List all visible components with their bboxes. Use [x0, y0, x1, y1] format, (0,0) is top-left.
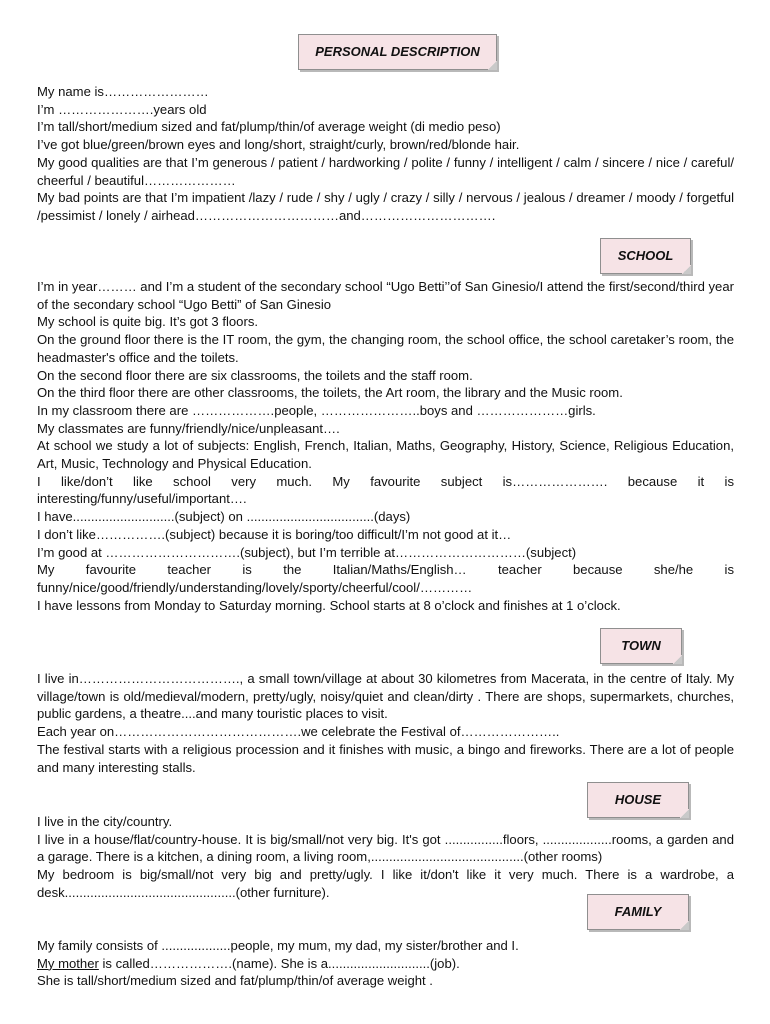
mother-label: My mother — [37, 955, 99, 971]
house-heading: HOUSE — [587, 782, 689, 818]
subjects-line: At school we study a lot of subjects: English, French, Italian, Maths, Geography, History, Science, Religious Education, Art, Music, Technology and Physical Education. — [37, 438, 734, 472]
build-line: I’m tall/short/medium sized and fat/plump/thin/of average weight (di medio peso) — [37, 119, 501, 135]
have-subject-line: I have............................(subject) on ...................................(days) — [37, 509, 411, 525]
second-floor-line: On the second floor there are six classrooms, the toilets and the staff room. — [37, 367, 473, 383]
town-heading: TOWN — [600, 628, 682, 664]
city-country-line: I live in the city/country. — [37, 814, 173, 829]
town-description-line: I live in………………………………., a small town/village at about 30 kilometres from Macerata, in the centre of Italy. My village/town is old/medieval/modern, pretty/ugly, noisy/quiet and clean/dirty . There are shops, supermarkets, churches, public gardens, a theatre....and many touristic places to visit. — [37, 671, 734, 722]
lessons-line: I have lessons from Monday to Saturday morning. School starts at 8 o’clock and finishes at 1 o’clock. — [37, 597, 621, 613]
classmates-line: My classmates are funny/friendly/nice/unpleasant…. — [37, 420, 340, 436]
ground-floor-line: On the ground floor there is the IT room, the gym, the changing room, the school office, the school caretaker’s room, the headmaster's office and the toilets. — [37, 332, 734, 365]
mother-details: is called……………….(name). She is a............................(job). — [98, 955, 460, 971]
third-floor-line: On the third floor there are other classrooms, the toilets, the Art room, the library and the Music room. — [37, 385, 623, 401]
favourite-subject-line: I like/don’t like school very much. My favourite subject is…………………. because it is interesting/funny/useful/important…. — [37, 473, 734, 507]
family-members-line: My family consists of ...................people, my mum, my dad, my sister/brother and I. — [37, 938, 519, 953]
school-year-line: I’m in year……… and I’m a student of the secondary school “Ugo Betti’’of San Ginesio/I attend the first/second/third year of the secondary school “Ugo Betti” of San Ginesio — [37, 279, 734, 312]
school-section — [37, 278, 734, 614]
mother-appearance-line: She is tall/short/medium sized and fat/plump/thin/of average weight . — [37, 973, 433, 989]
school-size-line: My school is quite big. It’s got 3 floors. — [37, 314, 259, 330]
town-section — [37, 670, 734, 776]
festival-date-line: Each year on…………………………………….we celebrate the Festival of………………….. — [37, 724, 560, 740]
house-description-line: I live in a house/flat/country-house. It is big/small/not very big. It's got ................floors, ...................rooms, a garden and a garage. There is a kitchen, a dining room, a living room,..........................................(other rooms) — [37, 831, 734, 865]
festival-description-line: The festival starts with a religious procession and it finishes with music, a bingo and fireworks. There are a lot of people and many interesting stalls. — [37, 741, 734, 775]
family-section — [37, 937, 734, 990]
favourite-teacher-line: My favourite teacher is the Italian/Maths/English… teacher because she/he is funny/nice/good/friendly/understanding/lovely/sporty/cheerful/cool/………… — [37, 562, 734, 595]
good-qualities-line: My good qualities are that I’m generous / patient / hardworking / polite / funny / intelligent / calm / sincere / nice / careful/ cheerful / beautiful………………… — [37, 154, 734, 188]
age-line: I’m ………………….years old — [37, 101, 207, 117]
house-section — [37, 813, 734, 902]
personal-description-section — [37, 83, 734, 225]
bedroom-line: My bedroom is big/small/not very big and pretty/ugly. I like it/don't like it very much. There is a wardrobe, a desk...............................................(other furniture). — [37, 867, 734, 900]
school-heading: SCHOOL — [600, 238, 691, 274]
mother-line — [37, 955, 734, 973]
name-line: My name is…………………… — [37, 84, 209, 99]
eyes-hair-line: I’ve got blue/green/brown eyes and long/short, straight/curly, brown/red/blonde hair. — [37, 137, 520, 153]
good-at-line: I’m good at ………………………….(subject), but I’m terrible at…………………………(subject) — [37, 544, 577, 560]
dont-like-line: I don’t like…………….(subject) because it is boring/too difficult/I’m not good at it… — [37, 526, 512, 542]
personal-description-heading: PERSONAL DESCRIPTION — [298, 34, 497, 70]
bad-points-line: My bad points are that I’m impatient /lazy / rude / shy / ugly / crazy / silly / nervous / jealous / dreamer / moody / forgetful /pessimist / lonely / airhead……………………………and…………………………. — [37, 190, 734, 223]
family-heading: FAMILY — [587, 894, 689, 930]
classroom-count-line: In my classroom there are ……………….people, …………………..boys and …………………girls. — [37, 402, 596, 418]
